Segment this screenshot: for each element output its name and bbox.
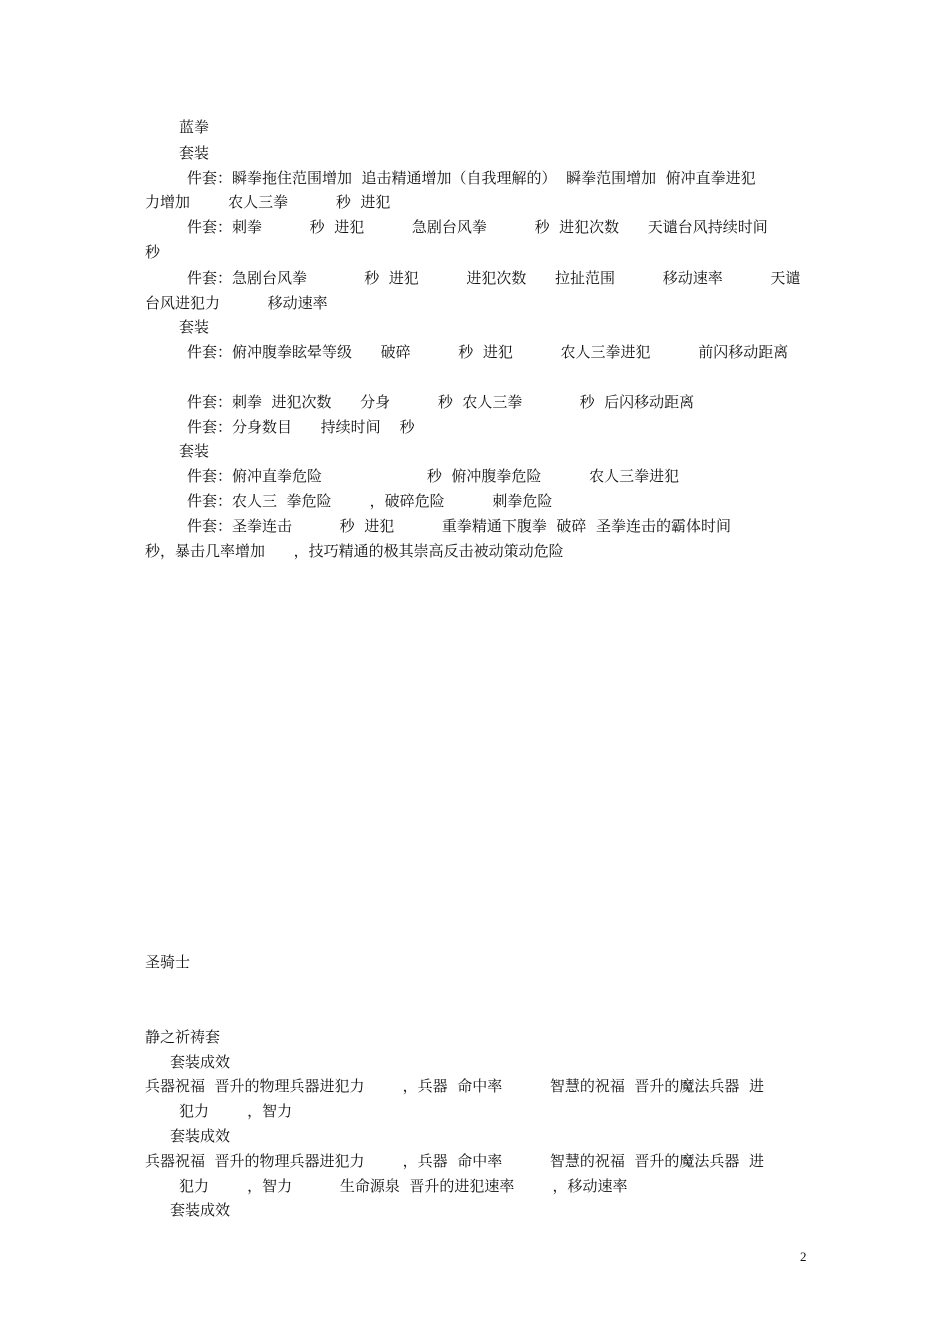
set-bonus-line: 件套：农人三 拳危险 ，破碎危险 刺拳危险 xyxy=(187,492,553,510)
set-effect-line-continued: 犯力 ，智力 生命源泉 晋升的进犯速率 ，移动速率 xyxy=(179,1177,628,1195)
page-number: 2 xyxy=(800,1249,807,1264)
set-effect-heading: 套装成效 xyxy=(170,1201,231,1219)
set-effect-heading: 套装成效 xyxy=(170,1053,231,1071)
set-bonus-line-continued: 秒 xyxy=(145,243,161,261)
set-heading: 套装 xyxy=(179,318,210,336)
set-effect-line-continued: 犯力 ，智力 xyxy=(179,1102,293,1120)
set-bonus-line: 件套：刺拳 秒 进犯 急剧台风拳 秒 进犯次数 天谴台风持续时间 xyxy=(187,218,768,236)
set-bonus-line: 件套：刺拳 进犯次数 分身 秒 农人三拳 秒 后闪移动距离 xyxy=(187,393,695,411)
set-bonus-line-continued: 力增加 农人三拳 秒 进犯 xyxy=(145,193,391,211)
set-bonus-line: 件套：圣拳连击 秒 进犯 重拳精通下腹拳 破碎 圣拳连击的霸体时间 xyxy=(187,517,731,535)
set-effect-line: 兵器祝福 晋升的物理兵器进犯力 ，兵器 命中率 智慧的祝福 晋升的魔法兵器 进 xyxy=(145,1077,764,1095)
set-heading: 套装 xyxy=(179,144,210,162)
set-bonus-line: 件套：瞬拳拖住范围增加 追击精通增加（自我理解的） 瞬拳范围增加 俯冲直拳进犯 xyxy=(187,169,756,187)
set-bonus-line: 件套：急剧台风拳 秒 进犯 进犯次数 拉扯范围 移动速率 天谴 xyxy=(187,269,801,287)
set-bonus-line: 件套：俯冲直拳危险 秒 俯冲腹拳危险 农人三拳进犯 xyxy=(187,467,680,485)
set-bonus-line: 件套：俯冲腹拳眩晕等级 破碎 秒 进犯 农人三拳进犯 前闪移动距离 xyxy=(187,343,789,361)
section-heading-blue-fist: 蓝拳 xyxy=(179,118,210,136)
set-bonus-line-continued: 秒，暴击几率增加 ，技巧精通的极其崇高反击被动策动危险 xyxy=(145,542,564,560)
set-bonus-line: 件套：分身数目 持续时间 秒 xyxy=(187,418,415,436)
set-effect-line: 兵器祝福 晋升的物理兵器进犯力 ，兵器 命中率 智慧的祝福 晋升的魔法兵器 进 xyxy=(145,1152,764,1170)
section-heading-paladin: 圣骑士 xyxy=(145,953,191,971)
set-bonus-line-continued: 台风进犯力 移动速率 xyxy=(145,294,328,312)
set-name-heading: 静之祈祷套 xyxy=(145,1028,221,1046)
set-effect-heading: 套装成效 xyxy=(170,1127,231,1145)
set-heading: 套装 xyxy=(179,442,210,460)
